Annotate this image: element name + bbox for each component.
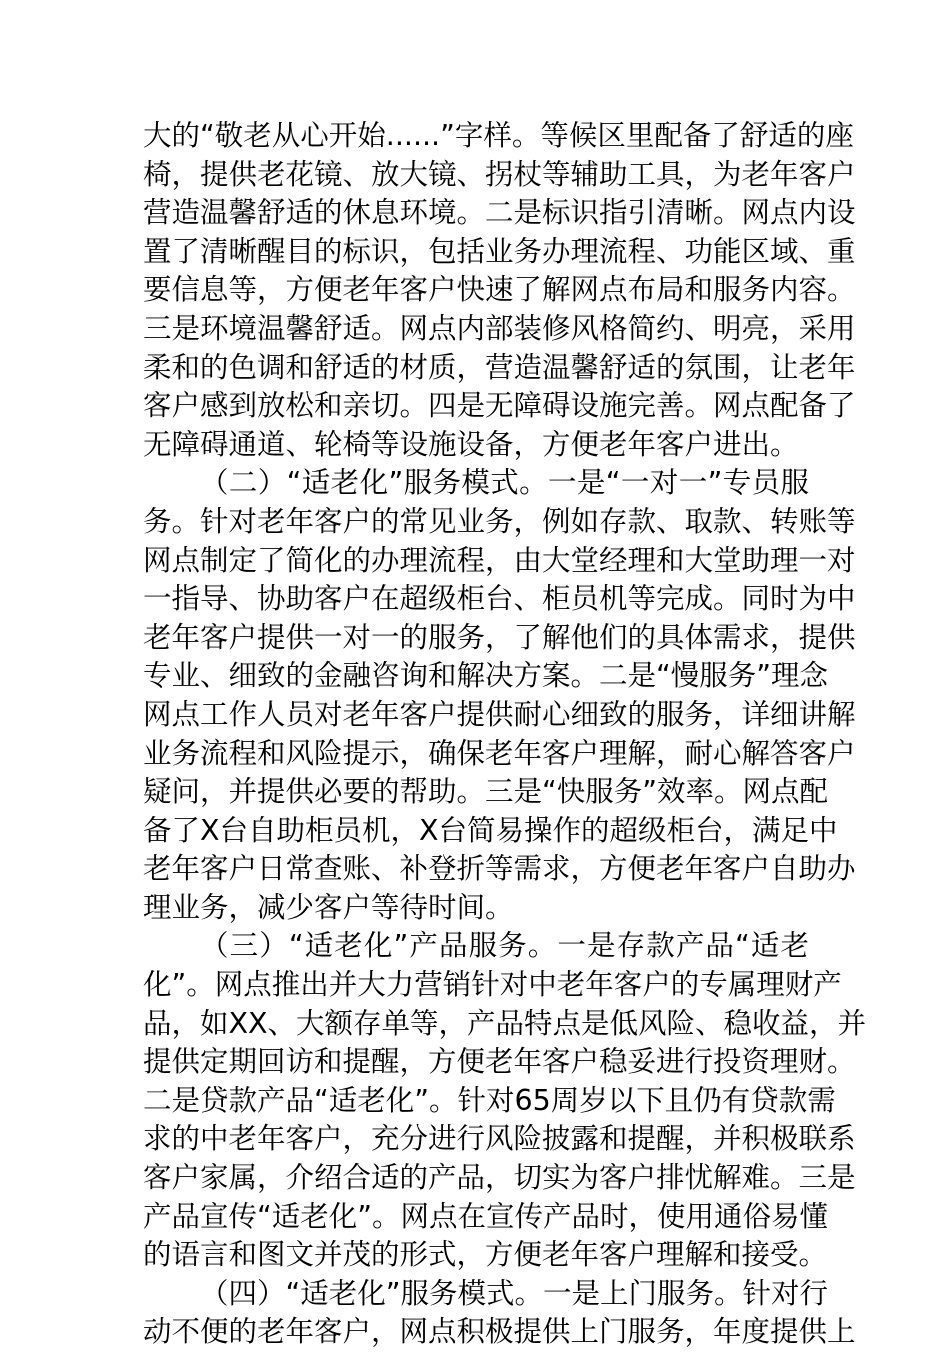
text-line: 客户感到放松和亲切。四是无障碍设施完善。网点配备了 [143, 389, 856, 423]
text-line: 求的中老年客户，充分进行风险披露和提醒，并积极联系 [143, 1122, 856, 1156]
text-line: 三是环境温馨舒适。网点内部装修风格简约、明亮，采用 [143, 311, 856, 345]
text-line: 无障碍通道、轮椅等设施设备，方便老年客户进出。 [143, 427, 799, 461]
text-line: 客户家属，介绍合适的产品，切实为客户排忧解难。三是 [143, 1161, 856, 1195]
section-heading-line: （四）“适老化”服务模式。一是上门服务。针对行 [200, 1276, 829, 1310]
text-line: 化”。网点推出并大力营销针对中老年客户的专属理财产 [143, 968, 842, 1002]
text-line: 大的“敬老从心开始......”字样。等候区里配备了舒适的座 [143, 119, 854, 152]
text-line: 务。针对老年客户的常见业务，例如存款、取款、转账等 [143, 504, 856, 538]
text-line: 柔和的色调和舒适的材质，营造温馨舒适的氛围，让老年 [143, 350, 856, 384]
text-line: 提供定期回访和提醒，方便老年客户稳妥进行投资理财。 [143, 1045, 856, 1079]
text-line: 专业、细致的金融咨询和解决方案。二是“慢服务”理念 [143, 659, 829, 693]
text-line: 营造温馨舒适的休息环境。二是标识指引清晰。网点内设 [143, 196, 856, 230]
body-text [143, 117, 867, 1352]
text-line: 老年客户提供一对一的服务，了解他们的具体需求，提供 [143, 620, 856, 654]
section-heading-line: （三）“适老化”产品服务。一是存款产品“适老 [200, 929, 809, 963]
text-line: 网点制定了简化的办理流程，由大堂经理和大堂助理一对 [143, 543, 856, 577]
text-line: 二是贷款产品“适老化”。针对65周岁以下且仍有贷款需 [143, 1083, 836, 1117]
text-line: 网点工作人员对老年客户提供耐心细致的服务，详细讲解 [143, 697, 856, 731]
text-line: 一指导、协助客户在超级柜台、柜员机等完成。同时为中 [143, 582, 856, 616]
text-line: 要信息等，方便老年客户快速了解网点布局和服务内容。 [143, 273, 856, 307]
text-line: 备了X台自助柜员机，X台简易操作的超级柜台，满足中 [143, 813, 838, 847]
text-line: 疑问，并提供必要的帮助。三是“快服务”效率。网点配 [143, 775, 829, 809]
text-line: 老年客户日常查账、补登折等需求，方便老年客户自助办 [143, 852, 856, 886]
text-line: 动不便的老年客户，网点积极提供上门服务，年度提供上 [143, 1315, 856, 1349]
text-line: 的语言和图文并茂的形式，方便老年客户理解和接受。 [143, 1238, 828, 1272]
text-line: 产品宣传“适老化”。网点在宣传产品时，使用通俗易懂 [143, 1199, 829, 1233]
text-line: 理业务，减少客户等待时间。 [143, 890, 514, 924]
text-line: 椅，提供老花镜、放大镜、拐杖等辅助工具，为老年客户 [143, 157, 856, 191]
text-line: 品，如XX、大额存单等，产品特点是低风险、稳收益，并 [143, 1006, 867, 1040]
text-line: 置了清晰醒目的标识，包括业务办理流程、功能区域、重 [143, 234, 856, 268]
section-heading-line: （二）“适老化”服务模式。一是“一对一”专员服 [200, 466, 809, 500]
text-line: 业务流程和风险提示，确保老年客户理解，耐心解答客户 [143, 736, 856, 770]
